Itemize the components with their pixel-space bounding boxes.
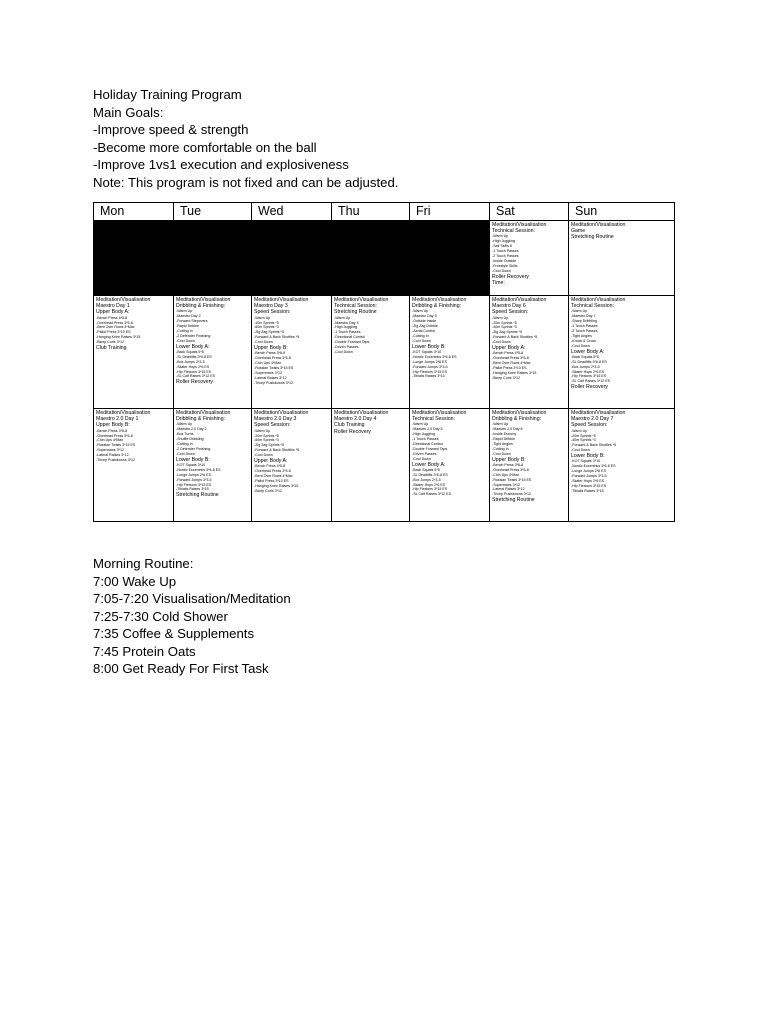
program-title: Holiday Training Program xyxy=(93,87,242,102)
session-heading: Upper Body B: xyxy=(254,345,288,352)
exercise-item: -Warm Up xyxy=(412,422,429,427)
exercise-item: -Cool Down xyxy=(492,340,511,345)
exercise-item: -KOT Squats 3*10 xyxy=(412,349,442,354)
exercise-item: -Forward & Back Shuttles *5 xyxy=(254,448,300,453)
exercise-item: -Warm Up xyxy=(412,309,429,314)
routine-item: 7:05-7:20 Visualisation/Meditation xyxy=(93,591,291,606)
session-heading: Roller Recovery xyxy=(492,273,529,280)
exercise-item: -20m Sprints *5 xyxy=(254,433,279,438)
exercise-item: -1 Touch Passes xyxy=(412,437,439,442)
exercise-item: -Forward & Back Shuttles *5 xyxy=(254,335,300,340)
exercise-item: -Forward Jumps 3*3-5 xyxy=(176,477,212,482)
exercise-item: -Box Jumps 2*3-5 xyxy=(176,359,205,364)
exercise-item: -Zig Zag Dribble xyxy=(412,324,438,329)
exercise-item: -Directional Control xyxy=(412,442,443,447)
week3-sun-cell xyxy=(569,409,675,522)
week3-thu-cell xyxy=(332,409,410,522)
session-heading: Meditation/Visualisation xyxy=(334,297,389,303)
exercise-item: -Tricep Pushdowns 3*12 xyxy=(254,380,294,385)
exercise-item: -Bicep Curls 3*12 xyxy=(254,488,282,493)
exercise-item: -Bench Press 4*5-8 xyxy=(254,464,286,469)
exercise-item: -Hip Flexions 3*15 ES xyxy=(176,482,212,487)
exercise-item: -Lunge Jumps 2*6 ES xyxy=(412,359,447,364)
session-heading: Dribbling & Finishing: xyxy=(176,416,226,423)
exercise-item: -Bench Press 3*6-8 xyxy=(254,351,286,356)
session-heading: Meditation/Visualisation xyxy=(334,410,389,416)
session-heading: Club Training xyxy=(334,422,365,429)
exercise-item: -Double Forward Taps xyxy=(334,340,370,345)
session-heading: Club Training xyxy=(96,345,127,352)
exercise-item: -Nordic Eccentrics 3*6-8 ES xyxy=(412,354,457,359)
routine-item: 8:00 Get Ready For First Task xyxy=(93,661,269,676)
exercise-item: -Back Squats 5*5 xyxy=(412,467,440,472)
exercise-item: -Lateral Raises 3*12 xyxy=(254,375,287,380)
exercise-item: -60m Sprints *3 xyxy=(254,325,279,330)
week3-mon-cell xyxy=(94,409,174,522)
exercise-item: -Skater Hops 2*6 ES xyxy=(571,478,605,483)
session-heading: Roller Recovery xyxy=(571,384,608,391)
exercise-item: -Maestro Day 4 xyxy=(334,320,359,325)
exercise-item: -Tricep Pushdowns 3*12 xyxy=(492,492,532,497)
session-heading: Maestro 2.0 Day 4 xyxy=(334,416,377,423)
exercise-item: -Cool Down xyxy=(571,448,590,453)
session-heading: Meditation/Visualisation xyxy=(176,297,231,303)
exercise-item: -Aerial Control xyxy=(412,329,435,334)
exercise-item: -Zig Zag Sprints *5 xyxy=(254,443,284,448)
exercise-item: -Bent Over Rows 4*Max xyxy=(254,474,293,479)
exercise-item: -Forward & Back Shuttles *5 xyxy=(571,443,617,448)
program-header xyxy=(93,86,398,191)
exercise-item: -Forward & Back Shuttles *5 xyxy=(492,335,538,340)
session-heading: Meditation/Visualisation xyxy=(96,297,151,303)
exercise-item: -Warm Up xyxy=(176,309,193,314)
exercise-item: -SL Deadlifts 3*6-8 ES xyxy=(571,359,607,364)
exercise-item: -Maestro Day 5 xyxy=(412,314,437,319)
week2-mon-cell xyxy=(94,296,174,409)
session-heading: Meditation/Visualisation xyxy=(96,410,151,416)
exercise-item: -Bench Press 3*6-8 xyxy=(96,428,128,433)
exercise-item: -Hip Flexions 3*15 ES xyxy=(412,369,448,374)
exercise-item: -Warm Up xyxy=(176,422,193,427)
exercise-item: -Skater Hops 2*6 ES xyxy=(176,364,210,369)
exercise-item: -Chin Ups 4*Max xyxy=(254,361,282,366)
exercise-item: -KOT Squats 3*10 xyxy=(571,459,601,464)
exercise-item: -Nordic Eccentrics 3*6-8 ES xyxy=(176,467,221,472)
week2-sat-cell xyxy=(490,296,569,409)
exercise-item: -Warm Up xyxy=(254,315,271,320)
exercise-item: -Hanging Knee Raises 3*15 xyxy=(96,335,141,340)
exercise-item: -Box Jumps 2*3-5 xyxy=(571,364,600,369)
week2-row xyxy=(94,296,675,409)
exercise-item: -Cool Down xyxy=(412,338,431,343)
exercise-item: -Cutting In xyxy=(412,333,429,338)
day-header-sun: Sun xyxy=(569,203,675,221)
session-heading: Meditation/Visualisation xyxy=(571,410,626,416)
exercise-item: -Tibialis Raises 3*15 xyxy=(176,487,209,492)
day-header-tue: Tue xyxy=(174,203,252,221)
session-heading: Upper Body B: xyxy=(492,456,526,463)
session-heading: Stretching Routine xyxy=(571,234,614,241)
session-heading: Maestro Day 1 xyxy=(96,303,130,310)
exercise-item: -Directional Control xyxy=(334,335,365,340)
exercise-item: -Driven Passes xyxy=(334,345,359,350)
session-heading: Speed Session: xyxy=(571,422,608,429)
session-heading: Maestro 2.0 Day 1 xyxy=(96,416,139,423)
session-heading: Technical Session: xyxy=(412,416,455,423)
week2-wed-cell xyxy=(252,296,332,409)
exercise-item: -Shuffle Dribbling xyxy=(176,437,204,442)
exercise-item: -Warm Up xyxy=(492,315,509,320)
exercise-item: -Inside Outside xyxy=(492,258,517,263)
exercise-item: -Box Turns xyxy=(176,432,194,437)
exercise-item: -Knock & Cross xyxy=(571,338,596,343)
session-heading: Roller Recovery xyxy=(334,428,371,435)
exercise-item: -1 Touch Passes xyxy=(492,249,519,254)
session-heading: Meditation/Visualisation xyxy=(412,297,467,303)
exercise-item: -Maestro Day 7 xyxy=(571,314,596,319)
exercise-item: -High Juggling xyxy=(334,325,357,330)
exercise-item: -2 Defender Finishing xyxy=(176,446,211,451)
exercise-item: -Warm Up xyxy=(254,428,271,433)
week3-row xyxy=(94,409,675,522)
exercise-item: -Outside Inside xyxy=(412,319,437,324)
routine-item: 7:45 Protein Oats xyxy=(93,643,196,659)
exercise-item: -Cool Down xyxy=(176,338,195,343)
exercise-item: -SL Deadlifts 3*6-8 ES xyxy=(412,472,448,477)
exercise-item: -2 Touch Passes xyxy=(492,254,519,259)
exercise-item: -Skater Hops 2*6 ES xyxy=(412,482,446,487)
session-heading: Meditation/Visualisation xyxy=(254,297,309,303)
day-header-sat: Sat xyxy=(490,203,569,221)
session-heading: Upper Body A: xyxy=(254,458,288,465)
exercise-item: -Pallof Press 3*10 ES xyxy=(254,478,289,483)
exercise-item: -Bench Press 4*5-8 xyxy=(492,351,524,356)
session-heading: Maestro 2.0 Day 7 xyxy=(571,416,614,423)
routine-item: 7:00 Wake Up xyxy=(93,573,177,589)
exercise-item: -Pallof Press 3*10 ES xyxy=(492,365,527,370)
exercise-item: -SL Deadlifts 3*6-8 ES xyxy=(176,354,212,359)
exercise-item: -Lateral Raises 3*12 xyxy=(492,487,525,492)
exercise-item: -Forward Stepovers xyxy=(176,319,208,324)
exercise-item: -Tricep Pushdowns 3*12 xyxy=(96,458,136,463)
exercise-item: -Double Forward Taps xyxy=(412,446,448,451)
exercise-item: -Box Jumps 2*3-5 xyxy=(412,477,441,482)
session-heading: Roller Recovery xyxy=(176,379,213,386)
exercise-item: -Cool Down xyxy=(492,268,511,273)
exercise-item: -Bicep Curls 3*12 xyxy=(492,375,520,380)
exercise-item: -Inside Dummy xyxy=(492,432,517,437)
exercise-item: -Self Skills 8 xyxy=(492,244,512,249)
session-heading: Maestro Day 6 xyxy=(492,303,526,310)
exercise-item: -Overhead Press 3*5-8 xyxy=(492,467,529,472)
session-heading: Stretching Routine xyxy=(492,497,535,504)
exercise-item: -Bicep Curls 3*12 xyxy=(96,340,124,345)
session-heading: Maestro 2.0 Day 3 xyxy=(254,416,297,423)
exercise-item: -Zig Zag Sprints *5 xyxy=(254,330,284,335)
exercise-item: -2 Defender Finishing xyxy=(176,333,211,338)
exercise-item: -Hip Flexions 3*15 ES xyxy=(176,369,212,374)
exercise-item: -Hip Flexions 3*15 ES xyxy=(412,487,448,492)
routine-heading: Morning Routine: xyxy=(93,556,194,571)
day-header-thu: Thu xyxy=(332,203,410,221)
exercise-item: -High Juggling xyxy=(412,432,435,437)
exercise-item: -Maestro Day 2 xyxy=(176,314,201,319)
exercise-item: -Cutting In xyxy=(492,446,509,451)
exercise-item: -Freestyle Skills xyxy=(492,263,518,268)
session-heading: Meditation/Visualisation xyxy=(176,410,231,416)
session-heading: Meditation/Visualisation xyxy=(492,410,547,416)
exercise-item: -Cutting In xyxy=(176,329,193,334)
day-header-fri: Fri xyxy=(410,203,490,221)
exercise-item: -Cool Down xyxy=(571,343,590,348)
exercise-item: -Maestro 2.0 Day 6 xyxy=(492,427,523,432)
exercise-item: -Warm Up xyxy=(571,309,588,314)
day-header-row xyxy=(94,203,675,221)
session-heading: Speed Session: xyxy=(254,309,291,316)
exercise-item: -Supermans 3*12 xyxy=(254,370,282,375)
day-header-wed: Wed xyxy=(252,203,332,221)
exercise-item: -Russian Twists 3*15 ES xyxy=(492,477,532,482)
exercise-item: -Hanging Knee Raises 3*15 xyxy=(492,370,537,375)
exercise-item: -1 Touch Passes xyxy=(334,330,361,335)
exercise-item: -Supermans 3*12 xyxy=(492,482,520,487)
session-heading: Technical Session: xyxy=(334,303,377,310)
session-heading: Stretching Routine xyxy=(176,492,219,499)
exercise-item: -Tight Angles xyxy=(571,333,592,338)
exercise-item: -SL Calf Raises 3*12 ES xyxy=(412,492,452,497)
session-heading: Upper Body A: xyxy=(96,309,130,316)
exercise-item: -Russian Twists 3*15 ES xyxy=(96,443,136,448)
session-heading: Meditation/Visualisation xyxy=(571,222,626,228)
exercise-item: -Forward Jumps 3*3-5 xyxy=(412,364,448,369)
goals-heading: Main Goals: xyxy=(93,104,164,120)
exercise-item: -Cool Down xyxy=(412,456,431,461)
session-heading: Stretching Routine xyxy=(334,309,377,316)
exercise-item: -Back Squats 5*5 xyxy=(176,349,204,354)
exercise-item: -40m Sprints *3 xyxy=(571,438,596,443)
session-heading: Speed Session: xyxy=(254,422,291,429)
session-heading: Time: xyxy=(492,279,505,286)
exercise-item: -SL Calf Raises 3*12 ES xyxy=(571,379,611,384)
exercise-item: -20m Sprints *5 xyxy=(571,433,596,438)
week1-sun-cell xyxy=(569,221,675,296)
exercise-item: -Driven Passes xyxy=(412,451,437,456)
exercise-item: -Hanging Knee Raises 3*15 xyxy=(254,483,299,488)
session-heading: Meditation/Visualisation xyxy=(412,410,467,416)
exercise-item: -Cool Down xyxy=(492,451,511,456)
exercise-item: -Rapid Dribble xyxy=(492,437,515,442)
session-heading: Dribbling & Finishing: xyxy=(492,416,542,423)
day-header-mon: Mon xyxy=(94,203,174,221)
exercise-item: -Bench Press 4*5-8 xyxy=(96,315,128,320)
exercise-item: -Hip Flexions 3*15 ES xyxy=(571,374,607,379)
exercise-item: -Tibialis Raises 3*15 xyxy=(571,488,604,493)
exercise-item: -20m Sprints *5 xyxy=(492,320,517,325)
morning-routine xyxy=(93,555,291,678)
session-heading: Lower Body A: xyxy=(571,348,605,355)
session-heading: Dribbling & Finishing: xyxy=(176,303,226,310)
program-note: Note: This program is not fixed and can be adjusted. xyxy=(93,174,399,190)
session-heading: Meditation/Visualisation xyxy=(571,297,626,303)
exercise-item: -Back Squats 5*5 xyxy=(571,354,599,359)
session-heading: Upper Body B: xyxy=(96,422,130,429)
exercise-item: -Nordic Eccentrics 3*6-8 ES xyxy=(571,464,616,469)
exercise-item: -Tight Angles xyxy=(492,442,513,447)
exercise-item: -Chin Ups 4*Max xyxy=(492,472,520,477)
exercise-item: -KOT Squats 3*10 xyxy=(176,462,206,467)
week3-fri-cell xyxy=(410,409,490,522)
week3-sat-cell xyxy=(490,409,569,522)
exercise-item: -Overhead Press 3*5-8 xyxy=(254,469,291,474)
exercise-item: -Sharp Dribbling xyxy=(571,319,597,324)
exercise-item: -Maestro 2.0 Day 2 xyxy=(176,427,207,432)
exercise-item: -Tibialis Raises 3*15 xyxy=(412,374,445,379)
exercise-item: -Overhead Press 3*5-8 xyxy=(96,433,133,438)
weekly-schedule-table xyxy=(93,202,675,522)
exercise-item: -Zig Zag Sprints *5 xyxy=(492,330,522,335)
session-heading: Lower Body B: xyxy=(571,453,605,460)
exercise-item: -Overhead Press 3*5-8 xyxy=(96,320,133,325)
exercise-item: -Lateral Raises 3*12 xyxy=(96,453,129,458)
exercise-item: -Cool Down xyxy=(254,340,273,345)
exercise-item: -Rapid Dribble xyxy=(176,324,199,329)
exercise-item: -Hip Flexions 3*15 ES xyxy=(571,483,607,488)
week2-tue-cell xyxy=(174,296,252,409)
goal-item: -Become more comfortable on the ball xyxy=(93,139,317,155)
exercise-item: -Cutting In xyxy=(176,442,193,447)
exercise-item: -2 Touch Passes xyxy=(571,329,598,334)
goal-item: -Improve 1vs1 execution and explosiveness xyxy=(93,157,349,172)
exercise-item: -Forward Jumps 3*3-5 xyxy=(571,474,607,479)
session-heading: Dribbling & Finishing: xyxy=(412,303,462,310)
week1-row xyxy=(94,221,675,296)
exercise-item: -Warm Up xyxy=(571,428,588,433)
exercise-item: -Chin Ups 4*Max xyxy=(96,438,124,443)
week3-tue-cell xyxy=(174,409,252,522)
week2-fri-cell xyxy=(410,296,490,409)
exercise-item: -Cool Down xyxy=(334,349,353,354)
session-heading: Game xyxy=(571,228,586,235)
exercise-item: -60m Sprints *3 xyxy=(254,438,279,443)
exercise-item: -Overhead Press 3*5-8 xyxy=(254,356,291,361)
week3-wed-cell xyxy=(252,409,332,522)
exercise-item: -High Juggling xyxy=(492,239,515,244)
exercise-item: -40m Sprints *3 xyxy=(492,325,517,330)
routine-item: 7:25-7:30 Cold Shower xyxy=(93,608,228,624)
session-heading: Technical Session: xyxy=(571,303,614,310)
exercise-item: -Bent Over Rows 4*Max xyxy=(492,361,531,366)
exercise-item: -SL Calf Raises 3*12 ES xyxy=(176,374,216,379)
session-heading: Lower Body B: xyxy=(176,456,210,463)
session-heading: Meditation/Visualisation xyxy=(492,222,547,228)
week2-thu-cell xyxy=(332,296,410,409)
session-heading: Meditation/Visualisation xyxy=(254,410,309,416)
exercise-item: -Skater Hops 2*6 ES xyxy=(571,369,605,374)
session-heading: Technical Session: xyxy=(492,228,535,235)
exercise-item: -Overhead Press 3*5-8 xyxy=(492,356,529,361)
session-heading: Maestro Day 3 xyxy=(254,303,288,310)
session-heading: Speed Session: xyxy=(492,309,529,316)
exercise-item: -Pallof Press 3*10 ES xyxy=(96,330,131,335)
exercise-item: -Lunge Jumps 2*6 ES xyxy=(571,469,606,474)
week2-sun-cell xyxy=(569,296,675,409)
redacted-block xyxy=(94,221,490,296)
goal-item: -Improve speed & strength xyxy=(93,122,249,137)
exercise-item: -1 Touch Passes xyxy=(571,324,598,329)
exercise-item: -Bench Press 3*6-8 xyxy=(492,462,524,467)
session-heading: Lower Body B: xyxy=(412,343,446,350)
exercise-item: -Russian Twists 3*15 ES xyxy=(254,365,294,370)
exercise-item: -Cool Down xyxy=(176,451,195,456)
routine-item: 7:35 Coffee & Supplements xyxy=(93,626,255,641)
session-heading: Upper Body A: xyxy=(492,345,526,352)
exercise-item: -Warm Up xyxy=(334,315,351,320)
week1-sat-cell xyxy=(490,221,569,296)
exercise-item: -Cool Down xyxy=(254,453,273,458)
exercise-item: -Warm Up xyxy=(492,234,509,239)
exercise-item: -10m Sprints *5 xyxy=(254,320,279,325)
session-heading: Lower Body A: xyxy=(412,461,446,468)
exercise-item: -Lunge Jumps 2*6 ES xyxy=(176,472,211,477)
exercise-item: -Warm Up xyxy=(492,422,509,427)
exercise-item: -Bent Over Rows 4*Max xyxy=(96,325,135,330)
session-heading: Lower Body A: xyxy=(176,343,210,350)
session-heading: Meditation/Visualisation xyxy=(492,297,547,303)
exercise-item: -Maestro 2.0 Day 5 xyxy=(412,427,443,432)
exercise-item: -Supermans 3*12 xyxy=(96,448,124,453)
